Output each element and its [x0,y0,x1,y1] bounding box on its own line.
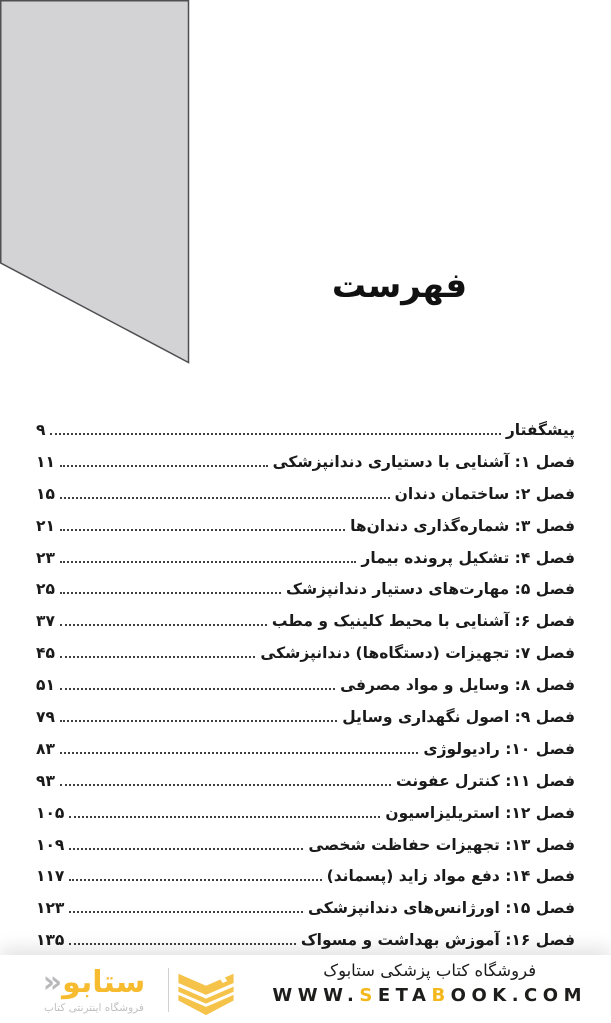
site-url-segment: OOK.COM [450,985,587,1006]
toc-row [36,485,575,517]
dotted-leader [69,879,321,881]
toc-entry-page-number: ۳۷ [36,612,55,631]
toc-row [36,867,575,899]
dotted-leader [60,752,419,754]
site-url-segment: WWW. [272,985,360,1006]
store-name: فروشگاه کتاب پزشکی ستابوک [323,961,537,980]
page-title: فهرست [331,266,468,306]
toc-row [36,453,575,485]
site-url-segment: B [431,985,451,1006]
logo-wordmark [24,964,164,1000]
toc-entry-page-number: ۲۱ [36,516,55,535]
toc-entry-page-number: ۱۳۵ [36,931,65,950]
toc-entry-page-number: ۲۵ [36,580,55,599]
toc-entry-label: فصل ۱۵: اورژانس‌های دندانپزشکی [308,899,575,918]
toc-entry-page-number: ۱۵ [36,484,55,503]
toc-entry-page-number: ۱۰۵ [36,803,65,822]
dotted-leader [60,656,255,658]
toc-row [36,836,575,868]
dotted-leader [60,720,337,722]
toc-entry-label: فصل ۵: مهارت‌های دستیار دندانپزشک [286,580,575,599]
toc-row [36,612,575,644]
toc-entry-label: فصل ۱۲: استریلیزاسیون [385,803,575,822]
toc-list [36,421,575,963]
toc-entry-page-number: ۹ [36,421,46,439]
logo-subtitle: فروشگاه اینترنتی کتاب [44,1001,144,1014]
toc-row [36,580,575,612]
toc-row [36,676,575,708]
toc-row [36,804,575,836]
toc-entry-page-number: ۱۱۷ [36,867,65,886]
logo-wordmark-block [24,964,164,1014]
dotted-leader [60,465,268,467]
toc-entry-page-number: ۸۳ [36,739,55,758]
toc-entry-page-number: ۱۰۹ [36,835,65,854]
dotted-leader [69,848,303,850]
toc-row [36,708,575,740]
logo-wordmark-text: ستابو [62,964,146,1000]
toc-entry-label: فصل ۱۶: آموزش بهداشت و مسواک [300,931,575,950]
dotted-leader [60,784,391,786]
setabook-logo [24,963,236,1017]
dotted-leader [69,816,380,818]
dotted-leader [69,911,303,913]
page-corner-graphic [0,0,192,366]
toc-row [36,740,575,772]
toc-row [36,644,575,676]
toc-entry-page-number: ۴۵ [36,644,55,663]
logo-divider [168,968,169,1012]
dotted-leader [60,529,345,531]
toc-entry-label: فصل ۷: تجهیزات (دستگاه‌ها) دندانپزشکی [260,644,575,663]
toc-entry-page-number: ۷۹ [36,708,55,727]
toc-entry-page-number: ۱۱ [36,452,55,471]
toc-entry-label: فصل ۴: تشکیل پرونده بیمار [361,548,575,567]
toc-row [36,549,575,581]
toc-entry-page-number: ۵۱ [36,676,55,695]
toc-entry-label: فصل ۲: ساختمان دندان [394,484,575,503]
toc-entry-page-number: ۱۲۳ [36,899,65,918]
toc-entry-label: فصل ۱۰: رادیولوژی [423,739,575,758]
toc-row [36,899,575,931]
toc-entry-label: فصل ۱۱: کنترل عفونت [395,771,575,790]
dotted-leader [60,624,267,626]
dotted-leader [60,688,335,690]
double-chevron-icon [176,971,236,1017]
site-url-segment: ETA [377,985,432,1006]
toc-entry-label: فصل ۳: شماره‌گذاری دندان‌ها [350,516,575,535]
dotted-leader [60,497,390,499]
toc-row [36,517,575,549]
toc-entry-label: فصل ۱: آشنایی با دستیاری دندانپزشکی [272,452,575,471]
logo-chevron-mark: « [42,964,63,1000]
toc-entry-label: فصل ۹: اصول نگهداری وسایل [342,708,575,727]
dotted-leader [69,943,295,945]
toc-entry-label: فصل ۱۴: دفع مواد زاید (پسماند) [326,867,575,886]
dotted-leader [50,433,500,435]
toc-row [36,421,575,453]
footer-store-block [272,961,587,1006]
toc-row [36,772,575,804]
toc-entry-label: فصل ۶: آشنایی با محیط کلینیک و مطب [271,612,575,631]
site-url-segment: S [359,985,378,1006]
toc-entry-label: فصل ۸: وسایل و مواد مصرفی [340,676,575,695]
site-url [272,985,587,1006]
dotted-leader [60,561,356,563]
toc-entry-page-number: ۹۳ [36,771,55,790]
toc-entry-label: فصل ۱۳: تجهیزات حفاظت شخصی [308,835,575,854]
toc-entry-page-number: ۲۳ [36,548,55,567]
toc-entry-label: پیشگفتار [505,421,575,439]
dotted-leader [60,592,281,594]
footer-bar [0,955,611,1023]
